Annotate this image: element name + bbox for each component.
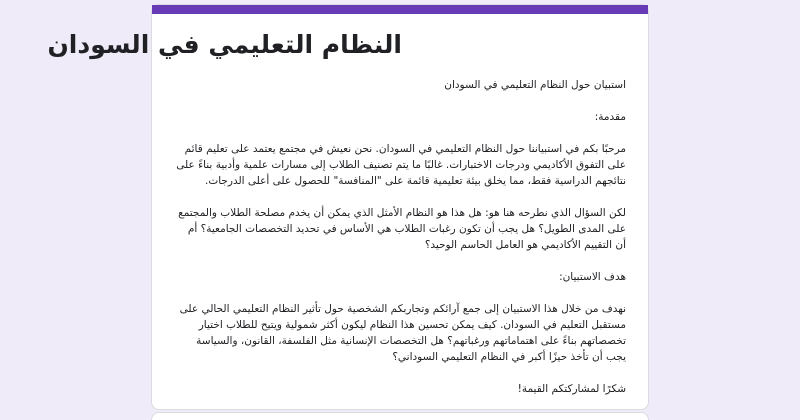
goal-paragraph: نهدف من خلال هذا الاستبيان إلى جمع آرائكم وتجاربكم الشخصية حول تأثير النظام التعليمي الحالي على مستقبل التعليم في السودان. كيف يمكن تحسين هذا النظام ليكون أكثر شمولية ويتيح للطلاب اختيار تخصصاتهم بناءً على اهتماماتهم ورغباتهم؟ هل التخصصات الإنسانية مثل الفلسفة، القانون، والسياسة يجب أن تأخذ حيزًا أكبر في النظام التعليمي السوداني؟ [179,303,626,363]
survey-subtitle: استبيان حول النظام التعليمي في السودان [444,79,626,91]
form-description-area [47,14,648,409]
goal-heading: هدف الاستبيان: [559,271,626,283]
question-paragraph: لكن السؤال الذي نطرحه هنا هو: هل هذا هو النظام الأمثل الذي يمكن أن يخدم مصلحة الطلاب والمجتمع على المدى الطويل؟ هل يجب أن تكون رغبات الطلاب هي الأساس في تحديد التخصصات الجامعية؟ أم أن التقييم الأكاديمي هو العامل الحاسم الوحيد؟ [178,207,626,251]
next-card-edge [151,412,649,420]
thanks-line: شكرًا لمشاركتكم القيمة! [517,383,626,395]
intro-heading: مقدمة: [594,111,626,123]
form-title: النظام التعليمي في السودان [47,30,402,59]
intro-paragraph: مرحبًا بكم في استبياننا حول النظام التعليمي في السودان. نحن نعيش في مجتمع يعتمد على تعليم قائم على التفوق الأكاديمي ودرجات الاختبارات. غالبًا ما يتم تصنيف الطلاب إلى مسارات علمية وأدبية بناءً على نتائجهم الدراسية فقط، مما يخلق بيئة تعليمية قائمة على "المنافسة" للحصول على أعلى الدرجات. [176,143,626,187]
form-accent-bar [152,5,648,14]
form-header-card [47,4,649,410]
